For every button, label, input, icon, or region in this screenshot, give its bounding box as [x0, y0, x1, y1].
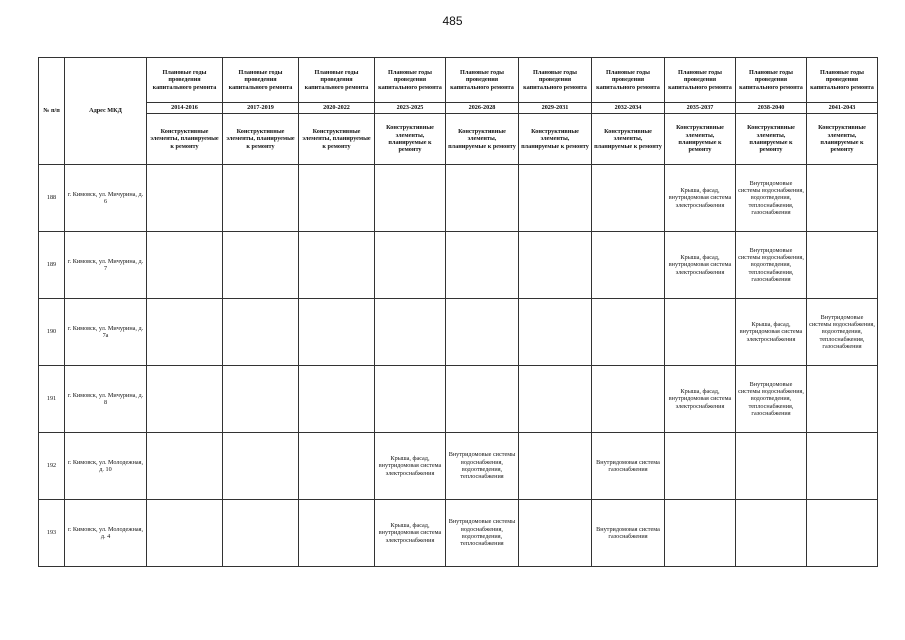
- year-range: 2029-2031: [519, 103, 592, 114]
- repair-cell: [299, 232, 375, 299]
- repair-cell: [147, 433, 223, 500]
- repair-cell: [446, 232, 519, 299]
- repair-cell: Внутридомовые системы водоснабжения, водоотведения, теплоснабжения, газоснабжения: [807, 299, 878, 366]
- repair-cell: [375, 232, 446, 299]
- row-number: 189: [39, 232, 65, 299]
- row-address: г. Кимовск, ул. Мичурина, д. 8: [65, 366, 147, 433]
- page-number: 485: [442, 14, 463, 28]
- table-row: [39, 433, 878, 500]
- header-row-elements: [39, 114, 878, 165]
- year-range: 2035-2037: [665, 103, 736, 114]
- period-title: Плановые годы проведения капитального ремонта: [299, 58, 375, 103]
- repair-cell: [223, 500, 299, 567]
- repair-cell: Крыша, фасад, внутридомовая система электроснабжения: [375, 500, 446, 567]
- repair-cell: [299, 299, 375, 366]
- repair-cell: [807, 500, 878, 567]
- table-row: [39, 500, 878, 567]
- repair-cell: [299, 366, 375, 433]
- repair-cell: [519, 500, 592, 567]
- element-label: Конструктивные элементы, планируемые к ремонту: [299, 114, 375, 165]
- repair-cell: [446, 165, 519, 232]
- repair-cell: [807, 232, 878, 299]
- row-address: г. Кимовск, ул. Молодежная, д. 4: [65, 500, 147, 567]
- row-number: 192: [39, 433, 65, 500]
- repair-cell: Крыша, фасад, внутридомовая система электроснабжения: [736, 299, 807, 366]
- repair-cell: [223, 366, 299, 433]
- header-row-years: [39, 103, 878, 114]
- repair-cell: Крыша, фасад, внутридомовая система электроснабжения: [665, 232, 736, 299]
- repair-cell: [519, 366, 592, 433]
- repair-cell: [147, 500, 223, 567]
- period-title: Плановые годы проведения капитального ремонта: [147, 58, 223, 103]
- repair-cell: [519, 299, 592, 366]
- period-title: Плановые годы проведения капитального ремонта: [807, 58, 878, 103]
- period-title: Плановые годы проведения капитального ремонта: [519, 58, 592, 103]
- repair-cell: [665, 299, 736, 366]
- address-column-header: Адрес МКД: [65, 58, 147, 165]
- element-label: Конструктивные элементы, планируемые к ремонту: [592, 114, 665, 165]
- row-number: 188: [39, 165, 65, 232]
- repair-cell: Крыша, фасад, внутридомовая система электроснабжения: [665, 366, 736, 433]
- element-label: Конструктивные элементы, планируемые к ремонту: [807, 114, 878, 165]
- num-column-header: № п/п: [39, 58, 65, 165]
- repair-cell: [299, 165, 375, 232]
- table-row: [39, 165, 878, 232]
- element-label: Конструктивные элементы, планируемые к ремонту: [446, 114, 519, 165]
- repair-cell: [147, 366, 223, 433]
- period-title: Плановые годы проведения капитального ремонта: [665, 58, 736, 103]
- repair-cell: Крыша, фасад, внутридомовая система электроснабжения: [375, 433, 446, 500]
- row-address: г. Кимовск, ул. Мичурина, д. 6: [65, 165, 147, 232]
- repair-cell: Крыша, фасад, внутридомовая система электроснабжения: [665, 165, 736, 232]
- row-address: г. Кимовск, ул. Мичурина, д. 7а: [65, 299, 147, 366]
- repair-cell: [446, 299, 519, 366]
- repair-cell: [223, 165, 299, 232]
- repair-cell: [665, 500, 736, 567]
- period-title: Плановые годы проведения капитального ремонта: [223, 58, 299, 103]
- repair-cell: [299, 433, 375, 500]
- period-title: Плановые годы проведения капитального ремонта: [592, 58, 665, 103]
- row-number: 190: [39, 299, 65, 366]
- table-row: [39, 299, 878, 366]
- header-row-titles: [39, 58, 878, 103]
- repair-cell: [592, 165, 665, 232]
- repair-cell: Внутридомовые системы водоснабжения, водоотведения, теплоснабжения, газоснабжения: [736, 232, 807, 299]
- repair-cell: [807, 366, 878, 433]
- element-label: Конструктивные элементы, планируемые к ремонту: [736, 114, 807, 165]
- year-range: 2020-2022: [299, 103, 375, 114]
- repair-cell: [223, 433, 299, 500]
- repair-cell: [519, 232, 592, 299]
- repair-cell: [519, 433, 592, 500]
- table-row: [39, 232, 878, 299]
- repair-cell: [736, 500, 807, 567]
- repair-cell: [147, 299, 223, 366]
- row-number: 193: [39, 500, 65, 567]
- repair-cell: [446, 366, 519, 433]
- repair-cell: [592, 232, 665, 299]
- year-range: 2014-2016: [147, 103, 223, 114]
- year-range: 2038-2040: [736, 103, 807, 114]
- repair-cell: [736, 433, 807, 500]
- repair-cell: Внутридомовая система газоснабжения: [592, 433, 665, 500]
- period-title: Плановые годы проведения капитального ремонта: [736, 58, 807, 103]
- year-range: 2026-2028: [446, 103, 519, 114]
- repair-schedule-table: [38, 57, 878, 567]
- repair-cell: [519, 165, 592, 232]
- period-title: Плановые годы проведения капитального ремонта: [446, 58, 519, 103]
- repair-cell: [223, 232, 299, 299]
- repair-cell: [375, 165, 446, 232]
- repair-cell: Внутридомовые системы водоснабжения, водоотведения, теплоснабжения, газоснабжения: [736, 165, 807, 232]
- repair-cell: [807, 433, 878, 500]
- element-label: Конструктивные элементы, планируемые к ремонту: [375, 114, 446, 165]
- repair-cell: [375, 366, 446, 433]
- repair-cell: [147, 232, 223, 299]
- repair-cell: [375, 299, 446, 366]
- repair-cell: Внутридомовые системы водоснабжения, водоотведения, теплоснабжения: [446, 500, 519, 567]
- element-label: Конструктивные элементы, планируемые к ремонту: [519, 114, 592, 165]
- repair-cell: [807, 165, 878, 232]
- repair-cell: Внутридомовая система газоснабжения: [592, 500, 665, 567]
- year-range: 2017-2019: [223, 103, 299, 114]
- repair-cell: [299, 500, 375, 567]
- repair-cell: [592, 299, 665, 366]
- repair-cell: [147, 165, 223, 232]
- repair-cell: [592, 366, 665, 433]
- year-range: 2032-2034: [592, 103, 665, 114]
- row-address: г. Кимовск, ул. Мичурина, д. 7: [65, 232, 147, 299]
- row-number: 191: [39, 366, 65, 433]
- repair-cell: Внутридомовые системы водоснабжения, водоотведения, теплоснабжения: [446, 433, 519, 500]
- repair-cell: Внутридомовые системы водоснабжения, водоотведения, теплоснабжения, газоснабжения: [736, 366, 807, 433]
- repair-cell: [223, 299, 299, 366]
- repair-cell: [665, 433, 736, 500]
- element-label: Конструктивные элементы, планируемые к ремонту: [665, 114, 736, 165]
- element-label: Конструктивные элементы, планируемые к ремонту: [223, 114, 299, 165]
- element-label: Конструктивные элементы, планируемые к ремонту: [147, 114, 223, 165]
- year-range: 2041-2043: [807, 103, 878, 114]
- period-title: Плановые годы проведения капитального ремонта: [375, 58, 446, 103]
- row-address: г. Кимовск, ул. Молодежная, д. 10: [65, 433, 147, 500]
- year-range: 2023-2025: [375, 103, 446, 114]
- table-row: [39, 366, 878, 433]
